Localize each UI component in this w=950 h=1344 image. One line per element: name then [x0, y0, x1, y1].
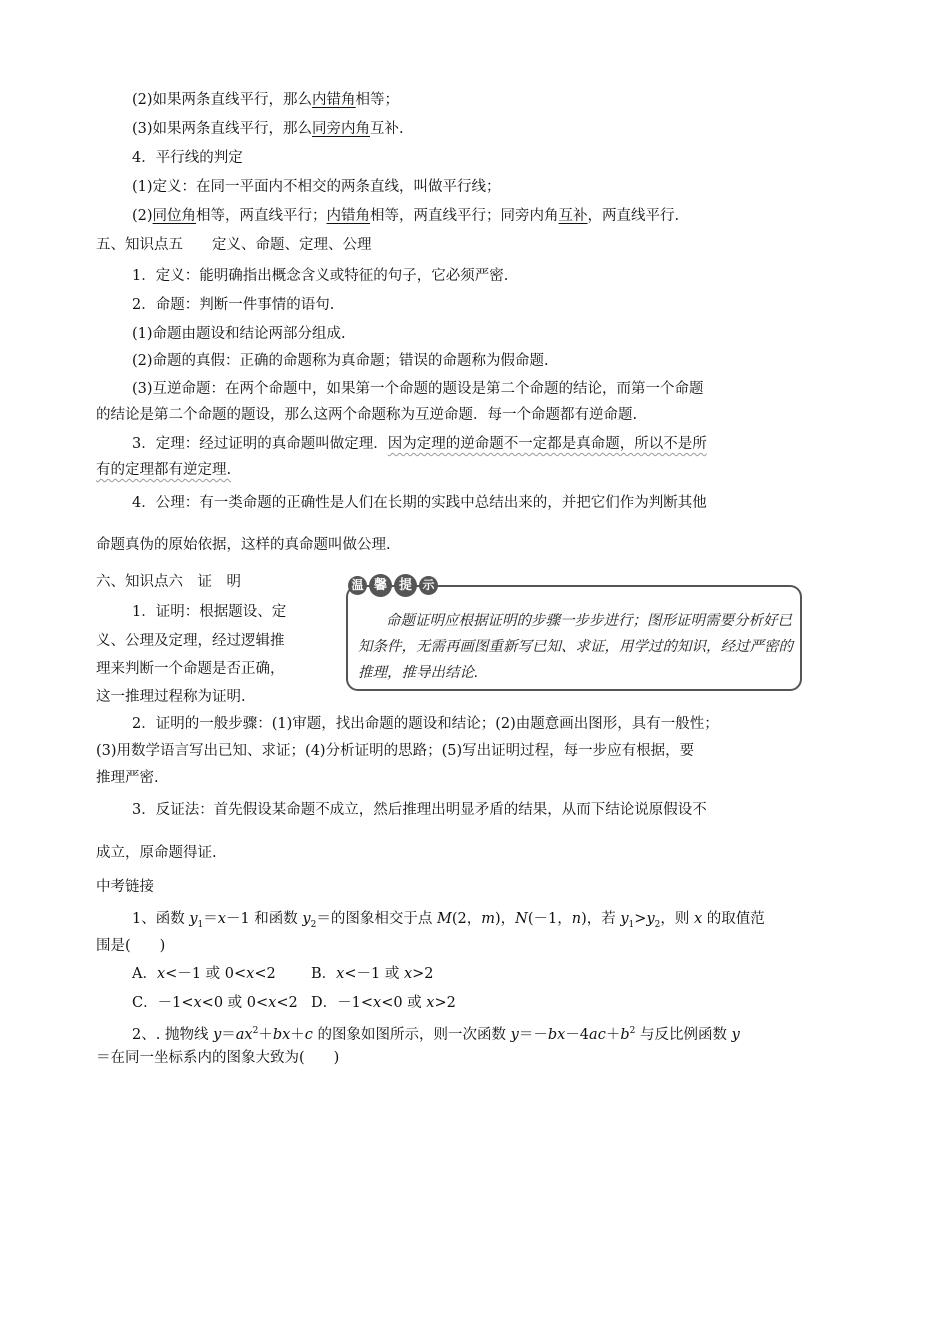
text-line: 2．证明的一般步骤：(1)审题，找出命题的题设和结论；(2)由题意画出图形，具有一般性；	[132, 716, 719, 732]
question-2: 2、. 抛物线 $y=ax^2+bx+c$ 的图象如图所示，则一次函数 $y=-bx-4ac+b^2$ 与反比例函数 y	[132, 1026, 740, 1043]
text-line: 1．证明：根据题设、定	[132, 604, 287, 620]
section-heading: 六、知识点六 证 明	[96, 574, 241, 590]
section-heading: 中考链接	[96, 879, 154, 895]
option-b: B．x<－1 或 x>2	[311, 966, 434, 982]
text-line: (1)定义：在同一平面内不相交的两条直线，叫做平行线；	[132, 179, 501, 195]
text-line: 3．定理：经过证明的真命题叫做定理．因为定理的逆命题不一定都是真命题，所以不是所	[132, 436, 707, 452]
tip-text: 命题证明应根据证明的步骤一步步进行；图形证明需要分析好已知条件，无需再画图重新写已知、求证，用学过的知识，经过严密的推理，推导出结论.	[358, 613, 793, 681]
option-a: A．x<－1 或 0<x<2	[132, 966, 276, 982]
text-line: 义、公理及定理，经过逻辑推	[96, 633, 285, 649]
tip-badge-char: 温	[348, 576, 367, 595]
text-line: (2)如果两条直线平行，那么内错角相等；	[132, 92, 400, 108]
section-heading: 4．平行线的判定	[132, 150, 243, 166]
option-d: D．－1<x<0 或 x>2	[311, 995, 456, 1011]
question-2-cont: ＝在同一坐标系内的图象大致为( )	[96, 1050, 340, 1066]
text-line: 的结论是第二个命题的题设，那么这两个命题称为互逆命题．每一个命题都有逆命题.	[96, 407, 638, 423]
text-line: 有的定理都有逆定理.	[96, 462, 232, 478]
text-line: (1)命题由题设和结论两部分组成.	[132, 326, 346, 342]
text-line: 这一推理过程称为证明.	[96, 689, 246, 705]
option-c: C．－1<x<0 或 0<x<2	[132, 995, 298, 1011]
tip-badge-char: 馨	[369, 574, 392, 597]
text-line: 成立，原命题得证.	[96, 845, 217, 861]
section-heading: 五、知识点五 定义、命题、定理、公理	[96, 237, 372, 253]
text-line: (2)命题的真假：正确的命题称为真命题；错误的命题称为假命题.	[132, 353, 549, 369]
question-1: 1、函数 $y_1=x-1$ 和函数 $y_2=$的图象相交于点 M(2，m)，N(－1，n)，若 $y_1>y_2$，则 x 的取值范	[132, 911, 765, 930]
text-line: 理来判断一个命题是否正确，	[96, 661, 285, 677]
tip-badge-char: 示	[419, 576, 438, 595]
question-1-cont: 围是( )	[96, 938, 166, 954]
text-line: 3．反证法：首先假设某命题不成立，然后推理出明显矛盾的结果，从而下结论说原假设不	[132, 802, 707, 818]
text-line: (3)用数学语言写出已知、求证；(4)分析证明的思路；(5)写出证明过程，每一步应有根据，要	[96, 743, 695, 759]
text-line: 命题真伪的原始依据，这样的真命题叫做公理.	[96, 537, 391, 553]
text-line: (3)如果两条直线平行，那么同旁内角互补.	[132, 121, 404, 137]
text-line: 2．命题：判断一件事情的语句.	[132, 297, 335, 313]
tip-badge	[348, 574, 438, 597]
text-line: (3)互逆命题：在两个命题中，如果第一个命题的题设是第二个命题的结论，而第一个命题	[132, 381, 704, 397]
text-line: 4．公理：有一类命题的正确性是人们在长期的实践中总结出来的，并把它们作为判断其他	[132, 495, 707, 511]
text-line: 推理严密.	[96, 770, 159, 786]
tip-badge-char: 提	[394, 574, 417, 597]
text-line: (2)同位角相等，两直线平行；内错角相等，两直线平行；同旁内角互补，两直线平行.	[132, 208, 680, 224]
text-line: 1．定义：能明确指出概念含义或特征的句子，它必须严密.	[132, 268, 509, 284]
